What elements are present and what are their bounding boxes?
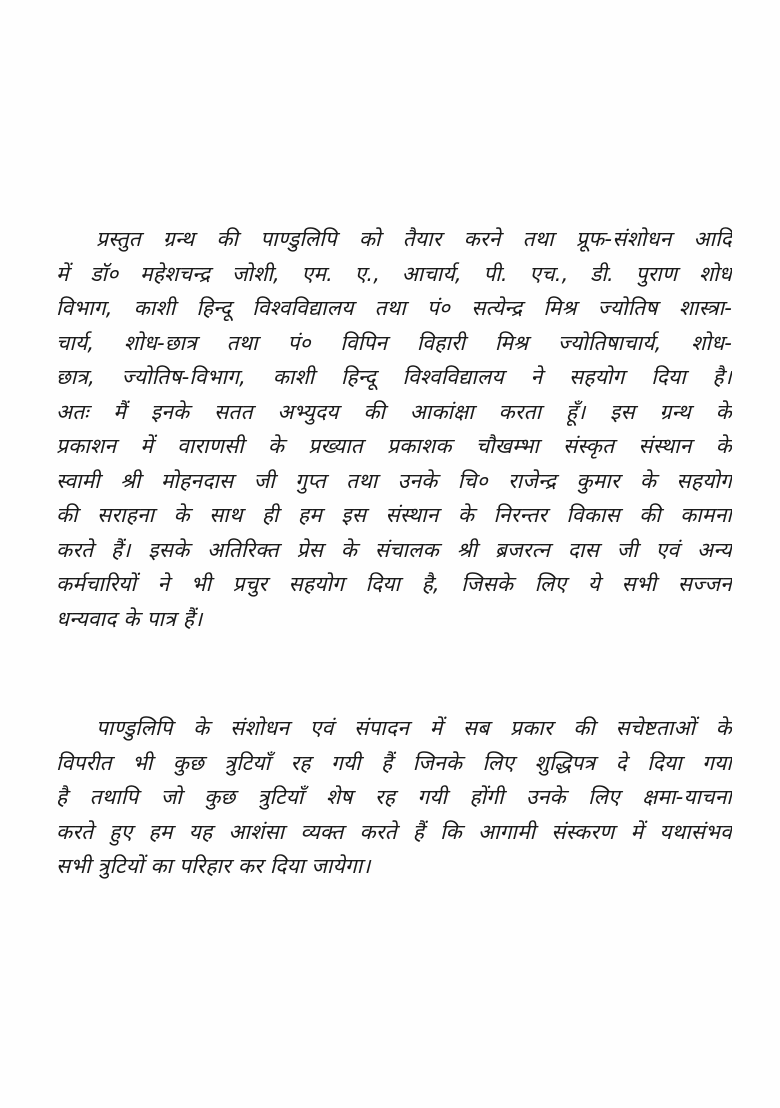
text-line: चार्य, शोध-छात्र तथा पं० विपिन विहारी मिश्र ज्योतिषाचार्य, शोध-: [56, 330, 732, 355]
text-line: कर्मचारियों ने भी प्रचुर सहयोग दिया है, जिसके लिए ये सभी सज्जन: [56, 572, 732, 596]
text-line: सभी त्रुटियों का परिहार कर दिया जायेगा।: [56, 854, 371, 878]
text-line: प्रस्तुत ग्रन्थ की पाण्डुलिपि को तैयार करने तथा प्रूफ-संशोधन आदि: [96, 227, 732, 251]
text-line: करते हुए हम यह आशंसा व्यक्त करते हैं कि आगामी संस्करण में यथासंभव: [56, 819, 732, 844]
text-line: छात्र, ज्योतिष-विभाग, काशी हिन्दू विश्वविद्यालय ने सहयोग दिया है।: [56, 365, 732, 389]
text-line: विभाग, काशी हिन्दू विश्वविद्यालय तथा पं० सत्येन्द्र मिश्र ज्योतिष शास्त्रा-: [56, 296, 732, 320]
paragraph-acknowledgements: [56, 222, 732, 636]
text-line: में डॉ० महेशचन्द्र जोशी, एम. ए., आचार्य, पी. एच., डी. पुराण शोध: [56, 261, 732, 286]
text-line: पाण्डुलिपि के संशोधन एवं संपादन में सब प्रकार की सचेष्टताओं के: [96, 716, 732, 740]
text-line: धन्यवाद के पात्र हैं।: [56, 606, 203, 631]
text-line: करते हैं। इसके अतिरिक्त प्रेस के संचालक श्री ब्रजरत्न दास जी एवं अन्य: [56, 537, 732, 562]
text-line: है तथापि जो कुछ त्रुटियाँ शेष रह गयी होंगी उनके लिए क्षमा-याचना: [56, 785, 732, 809]
text-line: अतः मैं इनके सतत अभ्युदय की आकांक्षा करता हूँ। इस ग्रन्थ के: [56, 399, 732, 424]
text-line: की सराहना के साथ ही हम इस संस्थान के निरन्तर विकास की कामना: [56, 503, 732, 527]
paragraph-errata-apology: [56, 711, 732, 884]
text-line: प्रकाशन में वाराणसी के प्रख्यात प्रकाशक चौखम्भा संस्कृत संस्थान के: [56, 434, 732, 458]
text-line: स्वामी श्री मोहनदास जी गुप्त तथा उनके चि० राजेन्द्र कुमार के सहयोग: [56, 468, 732, 493]
text-line: विपरीत भी कुछ त्रुटियाँ रह गयी हैं जिनके लिए शुद्धिपत्र दे दिया गया: [56, 750, 732, 775]
